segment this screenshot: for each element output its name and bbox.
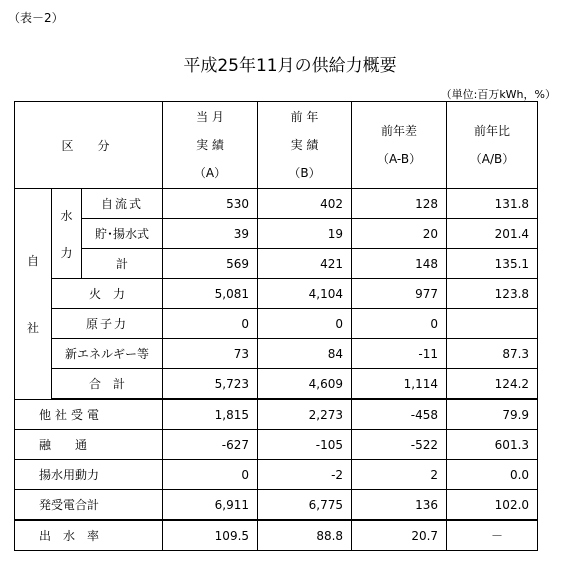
cell-previous: 84 bbox=[258, 339, 352, 369]
cell-previous: 19 bbox=[258, 219, 352, 249]
cell-current: 73 bbox=[163, 339, 258, 369]
cell-diff: -11 bbox=[352, 339, 447, 369]
cell-diff: 136 bbox=[352, 490, 447, 521]
cell-current: 530 bbox=[163, 189, 258, 219]
cell-ratio: 102.0 bbox=[447, 490, 538, 521]
header-category: 区 分 bbox=[15, 102, 163, 189]
cell-ratio: 131.8 bbox=[447, 189, 538, 219]
cell-diff: -522 bbox=[352, 430, 447, 460]
row-label: 合 計 bbox=[52, 369, 163, 400]
table-row bbox=[15, 430, 538, 460]
table-row bbox=[15, 279, 538, 309]
cell-previous: -2 bbox=[258, 460, 352, 490]
page-title: 平成25年11月の供給力概要 bbox=[183, 56, 397, 76]
cell-current: -627 bbox=[163, 430, 258, 460]
cell-ratio: 601.3 bbox=[447, 430, 538, 460]
group-label-jisha: 自 社 bbox=[15, 189, 52, 400]
row-label: 火 力 bbox=[52, 279, 163, 309]
table-row bbox=[15, 369, 538, 400]
row-label: 原子力 bbox=[52, 309, 163, 339]
cell-diff: 977 bbox=[352, 279, 447, 309]
cell-previous: 4,104 bbox=[258, 279, 352, 309]
table-row bbox=[15, 460, 538, 490]
cell-current: 569 bbox=[163, 249, 258, 279]
cell-diff: 128 bbox=[352, 189, 447, 219]
cell-diff: 20 bbox=[352, 219, 447, 249]
table-row bbox=[15, 399, 538, 430]
cell-current: 39 bbox=[163, 219, 258, 249]
cell-previous: 0 bbox=[258, 309, 352, 339]
table-row bbox=[15, 189, 538, 219]
row-label: 出 水 率 bbox=[15, 520, 163, 551]
header-diff: 前年差 （A-B） bbox=[352, 102, 447, 189]
table-tag: （表－2） bbox=[8, 11, 64, 25]
cell-diff: 2 bbox=[352, 460, 447, 490]
cell-ratio: 79.9 bbox=[447, 399, 538, 430]
unit-label: （単位:百万kWh，%） bbox=[440, 88, 556, 101]
cell-diff: -458 bbox=[352, 399, 447, 430]
cell-ratio: 135.1 bbox=[447, 249, 538, 279]
cell-ratio: 123.8 bbox=[447, 279, 538, 309]
cell-current: 5,081 bbox=[163, 279, 258, 309]
cell-diff: 1,114 bbox=[352, 369, 447, 400]
cell-diff: 148 bbox=[352, 249, 447, 279]
row-label: 計 bbox=[82, 249, 163, 279]
table-row bbox=[15, 219, 538, 249]
cell-ratio: 124.2 bbox=[447, 369, 538, 400]
group-label-sui: 水 力 bbox=[52, 189, 82, 279]
cell-current: 0 bbox=[163, 309, 258, 339]
header-previous: 前 年 実 績 （B） bbox=[258, 102, 352, 189]
row-label: 揚水用動力 bbox=[15, 460, 163, 490]
row-label: 自流式 bbox=[82, 189, 163, 219]
cell-diff: 20.7 bbox=[352, 520, 447, 551]
cell-previous: 402 bbox=[258, 189, 352, 219]
cell-previous: 2,273 bbox=[258, 399, 352, 430]
cell-previous: -105 bbox=[258, 430, 352, 460]
cell-ratio: 87.3 bbox=[447, 339, 538, 369]
row-label: 他社受電 bbox=[15, 399, 163, 430]
cell-previous: 421 bbox=[258, 249, 352, 279]
cell-ratio: 201.4 bbox=[447, 219, 538, 249]
row-label: 貯･揚水式 bbox=[82, 219, 163, 249]
cell-ratio bbox=[447, 309, 538, 339]
row-label: 発受電合計 bbox=[15, 490, 163, 521]
cell-previous: 88.8 bbox=[258, 520, 352, 551]
cell-ratio: 0.0 bbox=[447, 460, 538, 490]
row-label: 新エネルギー等 bbox=[52, 339, 163, 369]
cell-current: 1,815 bbox=[163, 399, 258, 430]
cell-current: 6,911 bbox=[163, 490, 258, 521]
cell-current: 0 bbox=[163, 460, 258, 490]
table-row bbox=[15, 309, 538, 339]
row-label: 融 通 bbox=[15, 430, 163, 460]
cell-diff: 0 bbox=[352, 309, 447, 339]
cell-current: 5,723 bbox=[163, 369, 258, 400]
cell-current: 109.5 bbox=[163, 520, 258, 551]
header-current: 当 月 実 績 （A） bbox=[163, 102, 258, 189]
table-row bbox=[15, 249, 538, 279]
header-ratio: 前年比 （A/B） bbox=[447, 102, 538, 189]
cell-previous: 4,609 bbox=[258, 369, 352, 400]
supply-table bbox=[14, 101, 538, 551]
cell-ratio: － bbox=[447, 520, 538, 551]
table-row bbox=[15, 520, 538, 551]
table-row bbox=[15, 339, 538, 369]
table-row bbox=[15, 490, 538, 521]
cell-previous: 6,775 bbox=[258, 490, 352, 521]
